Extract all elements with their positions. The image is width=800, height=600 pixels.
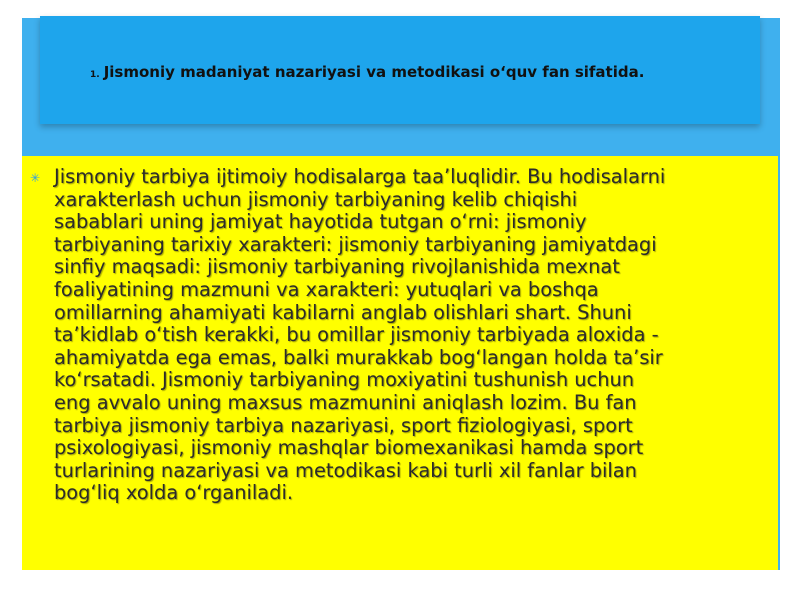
body-paragraph bbox=[54, 166, 774, 505]
body-line: sinfiy maqsadi: jismoniy tarbiyaning rivojlanishida mexnat bbox=[54, 255, 620, 279]
body-line: Jismoniy tarbiya ijtimoiy hodisalarga taa’luqlidir. Bu hodisalarni bbox=[54, 165, 666, 188]
body-line: ko‘rsatadi. Jismoniy tarbiyaning moxiyatini tushunish uchun bbox=[54, 368, 635, 392]
body-line: omillarning ahamiyati kabilarni anglab olishlari shart. Shuni bbox=[54, 300, 632, 324]
title-label: Jismoniy madaniyat nazariyasi va metodikasi o‘quv fan sifatida. bbox=[103, 63, 645, 81]
body-line: xarakterlash uchun jismoniy tarbiyaning kelib chiqishi bbox=[54, 187, 578, 211]
title-number: 1. bbox=[90, 70, 100, 80]
body-line: ta’kidlab o‘tish kerakki, bu omillar jismoniy tarbiyada aloxida - bbox=[54, 323, 659, 347]
bullet-icon: ✳ bbox=[30, 171, 41, 185]
body-line: sabablari uning jamiyat hayotida tutgan o‘rni: jismoniy bbox=[54, 210, 587, 234]
slide-title bbox=[90, 63, 644, 81]
body-line: tarbiyaning tarixiy xarakteri: jismoniy tarbiyaning jamiyatdagi bbox=[54, 232, 657, 256]
body-line: bog‘liq xolda o‘rganiladi. bbox=[54, 481, 294, 505]
body-line: psixologiyasi, jismoniy mashqlar biomexanikasi hamda sport bbox=[54, 436, 644, 460]
body-line: foaliyatining mazmuni va xarakteri: yutuqlari va boshqa bbox=[54, 277, 599, 301]
body-line: tarbiya jismoniy tarbiya nazariyasi, sport fiziologiyasi, sport bbox=[54, 413, 633, 437]
body-line: eng avvalo uning maxsus mazmunini aniqlash lozim. Bu fan bbox=[54, 390, 637, 414]
body-line: turlarining nazariyasi va metodikasi kabi turli xil fanlar bilan bbox=[54, 458, 637, 482]
body-line: ahamiyatda ega emas, balki murakkab bog‘langan holda ta’sir bbox=[54, 345, 663, 369]
